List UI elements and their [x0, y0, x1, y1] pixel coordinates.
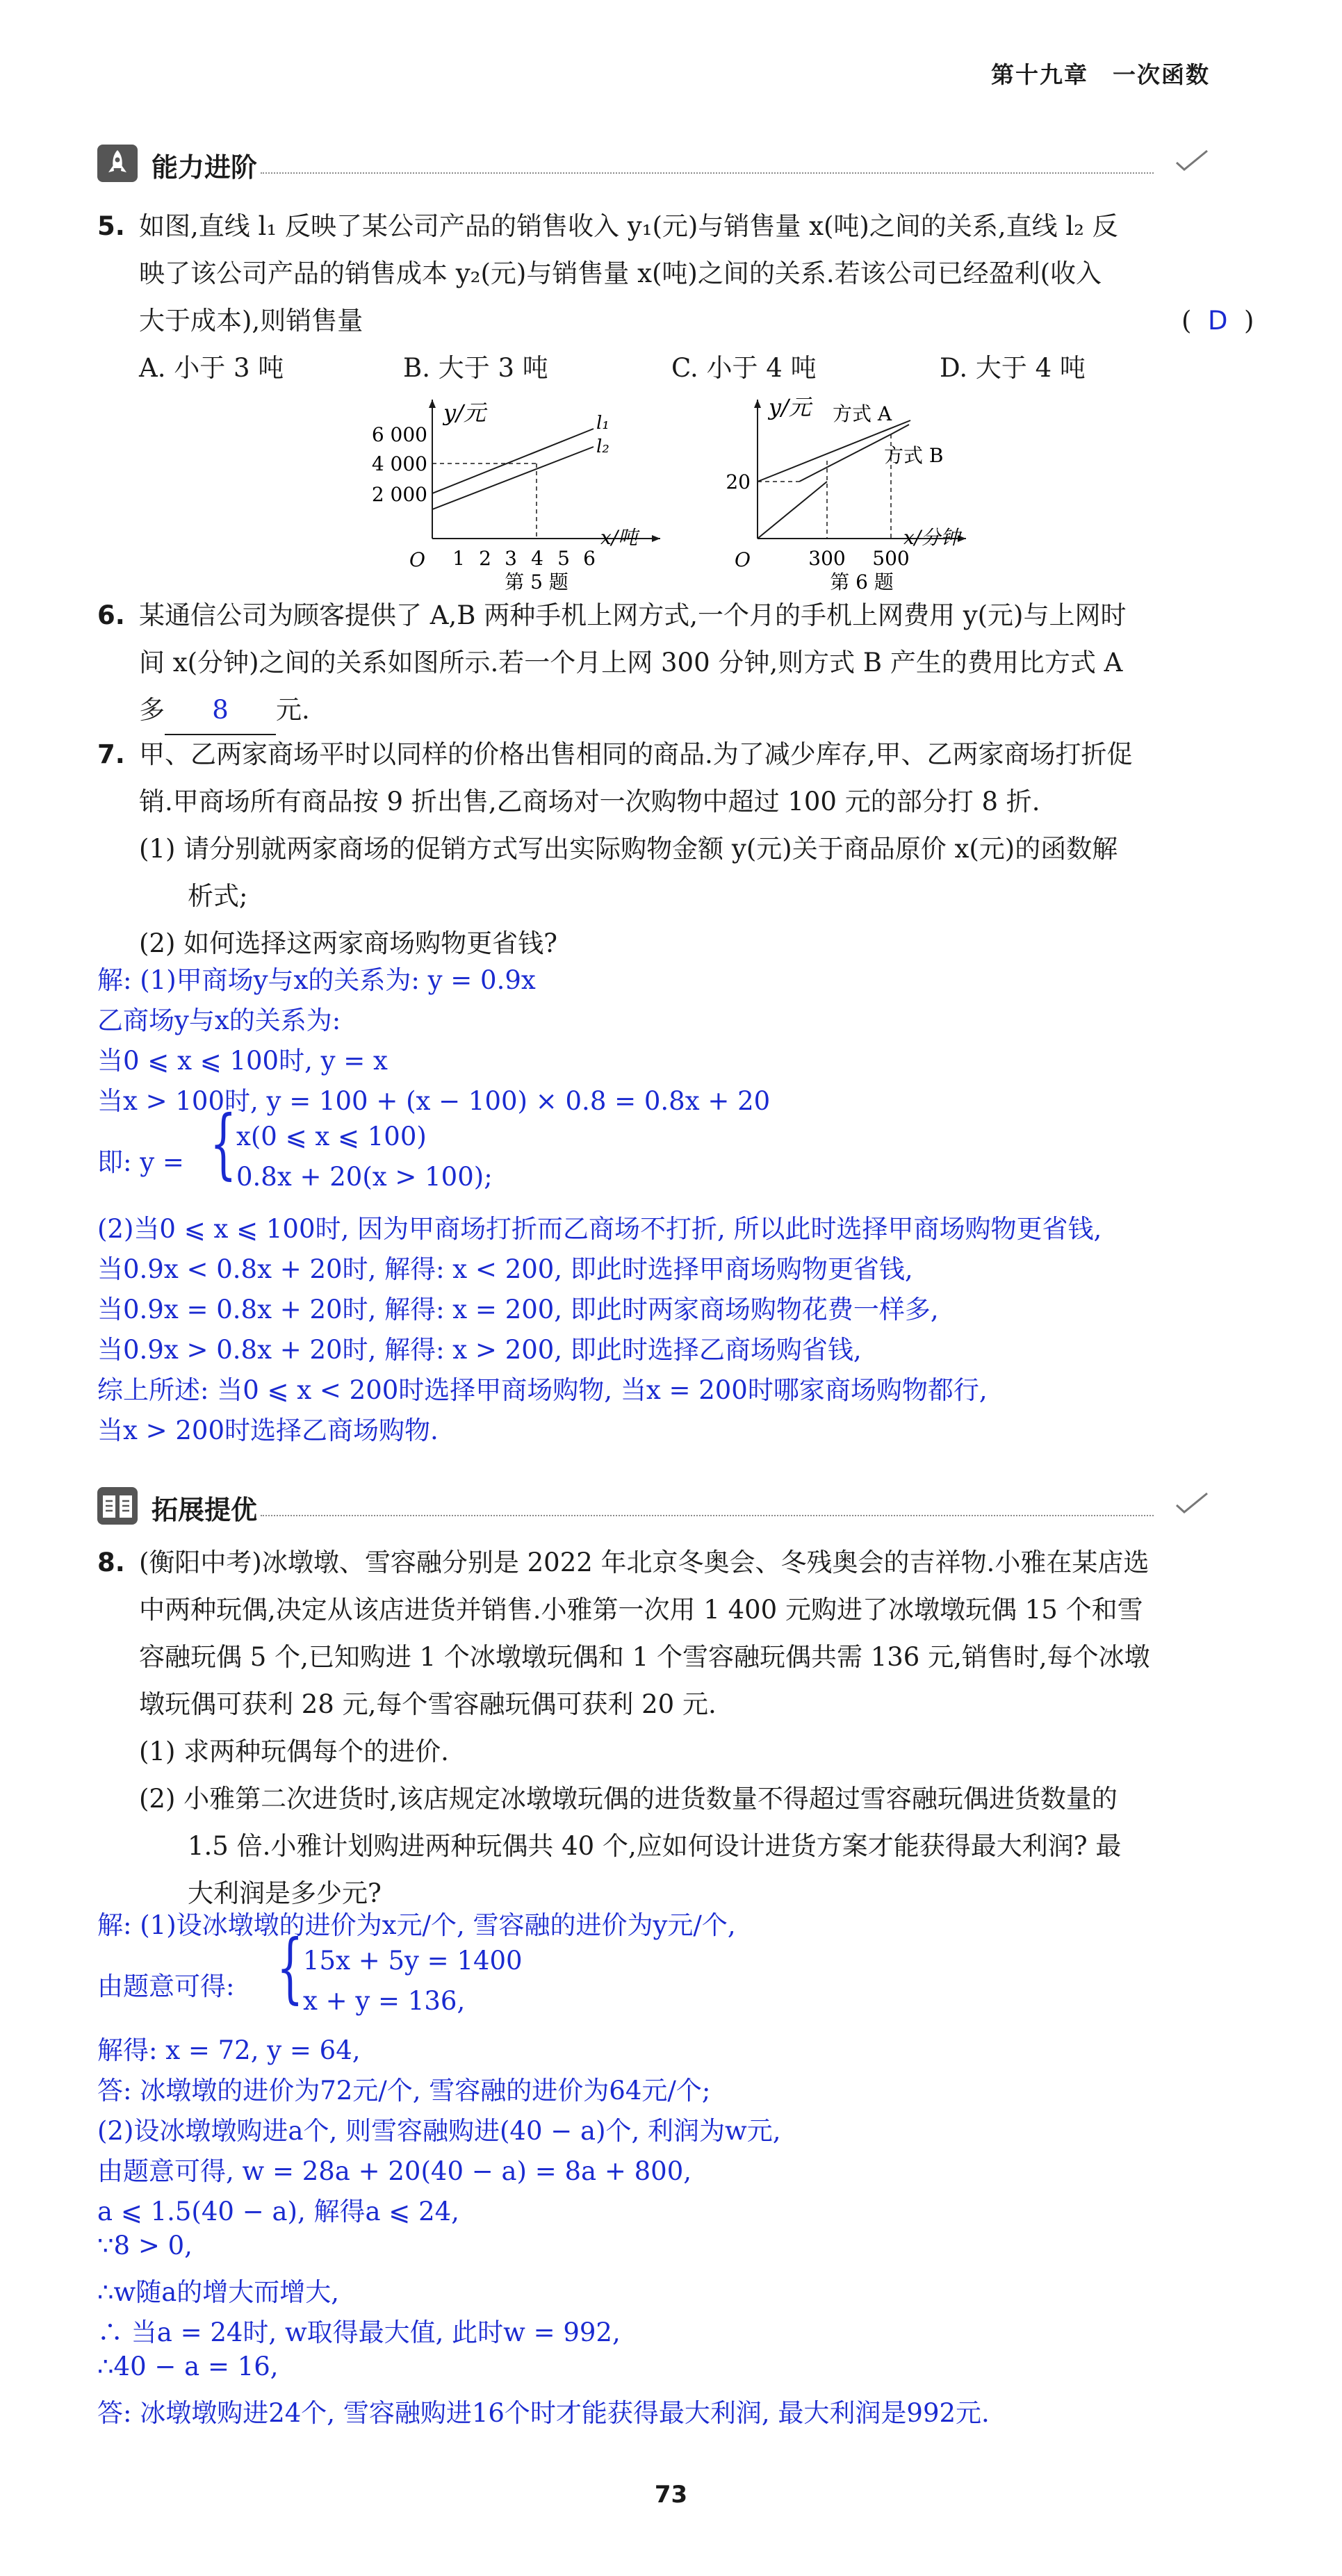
sub-question: (1) 求两种玩偶每个的进价. [139, 1737, 449, 1766]
x-tick-label: 500 [872, 547, 910, 570]
x-tick-label: 300 [808, 547, 846, 570]
question-text: 销.甲商场所有商品按 9 折出售,乙商场对一次购物中超过 100 元的部分打 8 折. [139, 787, 1040, 817]
piecewise-case: 0.8x + 20(x > 100); [236, 1162, 493, 1192]
section-ability [97, 139, 1209, 188]
line-b-label: 方式 B [884, 444, 944, 467]
checkmark-icon [1175, 1491, 1209, 1518]
x-tick-label: 2 [479, 547, 491, 570]
x-tick-label: 6 [583, 547, 596, 570]
y-tick-label: 20 [726, 470, 751, 493]
solution-line: 当x > 200时选择乙商场购物. [97, 1416, 439, 1445]
solution-line: 解得: x = 72, y = 64, [97, 2035, 361, 2065]
solution-line: 综上所述: 当0 ⩽ x < 200时选择甲商场购物, 当x = 200时哪家商场购物都行, [97, 1375, 988, 1405]
solution-line: 当x > 100时, y = 100 + (x − 100) × 0.8 = 0.8x + 20 [97, 1086, 771, 1116]
y-axis-label: y/元 [769, 394, 811, 420]
solution-line: 答: 冰墩墩的进价为72元/个, 雪容融的进价为64元/个; [97, 2076, 711, 2106]
question-number: 5. [97, 211, 125, 241]
figure-5 [368, 393, 674, 591]
solution-line: 由题意可得, w = 28a + 20(40 − a) = 8a + 800, [97, 2156, 692, 2186]
answer-paren: ( [1181, 306, 1192, 336]
question-number: 6. [97, 600, 125, 630]
question-number: 7. [97, 739, 125, 769]
x-tick-label: 5 [557, 547, 570, 570]
section-extension [97, 1482, 1209, 1530]
piecewise-case: x(0 ⩽ x ⩽ 100) [236, 1122, 427, 1151]
solution-line: 当0 ⩽ x ⩽ 100时, y = x [97, 1046, 388, 1076]
y-tick-label: 2 000 [371, 483, 427, 506]
question-text: 多 8 元. [139, 687, 310, 735]
figure-caption: 第 5 题 [505, 571, 568, 593]
question-text: 容融玩偶 5 个,已知购进 1 个冰墩墩玩偶和 1 个雪容融玩偶共需 136 元,销售时,每个冰墩 [139, 1642, 1150, 1672]
question-text: 映了该公司产品的销售成本 y₂(元)与销售量 x(吨)之间的关系.若该公司已经盈利(收入 [139, 259, 1102, 288]
divider [261, 172, 1154, 174]
answer-paren: ) [1244, 306, 1254, 336]
system-equation: 15x + 5y = 1400 [303, 1946, 523, 1976]
solution-line: 即: y = [97, 1147, 184, 1177]
question-text: 墩玩偶可获利 28 元,每个雪容融玩偶可获利 20 元. [139, 1689, 717, 1719]
question-text: 如图,直线 l₁ 反映了某公司产品的销售收入 y₁(元)与销售量 x(吨)之间的关系,直线 l₂ 反 [139, 211, 1118, 241]
line-l2-label: l₂ [596, 436, 609, 457]
origin-label: O [409, 548, 425, 571]
solution-line: 答: 冰墩墩购进24个, 雪容融购进16个时才能获得最大利润, 最大利润是992元. [97, 2398, 990, 2428]
line-l1-label: l₁ [596, 413, 609, 434]
option-b: B. 大于 3 吨 [403, 353, 548, 383]
solution-line: ∴40 − a = 16, [97, 2352, 279, 2381]
solution-line: 当0.9x > 0.8x + 20时, 解得: x > 200, 即此时选择乙商场购省钱, [97, 1335, 862, 1365]
question-number: 8. [97, 1548, 125, 1577]
divider [261, 1515, 1154, 1516]
solution-line: a ⩽ 1.5(40 − a), 解得a ⩽ 24, [97, 2197, 459, 2226]
checkmark-icon [1175, 149, 1209, 175]
figure-6 [726, 393, 1036, 593]
x-axis-label: x/吨 [600, 526, 638, 549]
brace-symbol: { [277, 1923, 304, 2012]
answer-blank: 8 [165, 687, 276, 735]
solution-line: ∴w随a的增大而增大, [97, 2277, 340, 2307]
solution-line: 解: (1)甲商场y与x的关系为: y = 0.9x [97, 965, 536, 995]
section-title: 拓展提优 [152, 1495, 258, 1525]
solution-line: ∴ 当a = 24时, w取得最大值, 此时w = 992, [97, 2317, 621, 2347]
x-axis-label: x/分钟 [903, 526, 960, 549]
question-text: (衡阳中考)冰墩墩、雪容融分别是 2022 年北京冬奥会、冬残奥会的吉祥物.小雅在某店选 [139, 1548, 1149, 1577]
solution-line: 解: (1)设冰墩墩的进价为x元/个, 雪容融的进价为y元/个, [97, 1910, 736, 1940]
figure-caption: 第 6 题 [830, 571, 894, 593]
book-icon [97, 1487, 138, 1525]
sub-question: (2) 如何选择这两家商场购物更省钱? [139, 928, 558, 958]
sub-question: 大利润是多少元? [188, 1878, 382, 1908]
question-text: 中两种玩偶,决定从该店进货并销售.小雅第一次用 1 400 元购进了冰墩墩玩偶 15 个和雪 [139, 1595, 1143, 1625]
page-number: 73 [654, 2481, 688, 2509]
sub-question: 析式; [188, 881, 248, 911]
solution-line: (2)当0 ⩽ x ⩽ 100时, 因为甲商场打折而乙商场不打折, 所以此时选择甲商场购物更省钱, [97, 1214, 1102, 1244]
question-text: 某通信公司为顾客提供了 A,B 两种手机上网方式,一个月的手机上网费用 y(元)与上网时 [139, 600, 1127, 630]
option-c: C. 小于 4 吨 [671, 353, 817, 383]
x-tick-label: 3 [505, 547, 517, 570]
solution-line: 当0.9x = 0.8x + 20时, 解得: x = 200, 即此时两家商场购物花费一样多, [97, 1295, 939, 1324]
brace-symbol: { [210, 1099, 237, 1188]
x-tick-label: 4 [531, 547, 543, 570]
y-tick-label: 6 000 [371, 423, 427, 446]
solution-line: 由题意可得: [97, 1971, 235, 2001]
line-a-label: 方式 A [833, 402, 892, 425]
solution-line: ∵8 > 0, [97, 2231, 193, 2261]
answer-choice: D [1208, 306, 1228, 336]
solution-line: 乙商场y与x的关系为: [97, 1006, 341, 1035]
chapter-header: 第十九章 一次函数 [991, 61, 1210, 88]
option-d: D. 大于 4 吨 [940, 353, 1086, 383]
y-axis-label: y/元 [443, 400, 486, 426]
y-tick-label: 4 000 [371, 452, 427, 475]
rocket-icon [97, 145, 138, 182]
section-title: 能力进阶 [152, 152, 258, 183]
question-text: 甲、乙两家商场平时以同样的价格出售相同的商品.为了减少库存,甲、乙两家商场打折促 [139, 739, 1133, 769]
solution-line: 当0.9x < 0.8x + 20时, 解得: x < 200, 即此时选择甲商场购物更省钱, [97, 1254, 913, 1284]
sub-question: 1.5 倍.小雅计划购进两种玩偶共 40 个,应如何设计进货方案才能获得最大利润? 最 [188, 1831, 1122, 1861]
sub-question: (1) 请分别就两家商场的促销方式写出实际购物金额 y(元)关于商品原价 x(元)的函数解 [139, 834, 1118, 864]
question-text: 大于成本),则销售量 [139, 306, 363, 336]
origin-label: O [735, 548, 751, 571]
sub-question: (2) 小雅第二次进货时,该店规定冰墩墩玩偶的进货数量不得超过雪容融玩偶进货数量的 [139, 1784, 1118, 1814]
option-a: A. 小于 3 吨 [139, 353, 284, 383]
x-tick-label: 1 [452, 547, 465, 570]
system-equation: x + y = 136, [303, 1986, 466, 2016]
question-text: 间 x(分钟)之间的关系如图所示.若一个月上网 300 分钟,则方式 B 产生的费用比方式 A [139, 648, 1123, 678]
solution-line: (2)设冰墩墩购进a个, 则雪容融购进(40 − a)个, 利润为w元, [97, 2116, 781, 2146]
